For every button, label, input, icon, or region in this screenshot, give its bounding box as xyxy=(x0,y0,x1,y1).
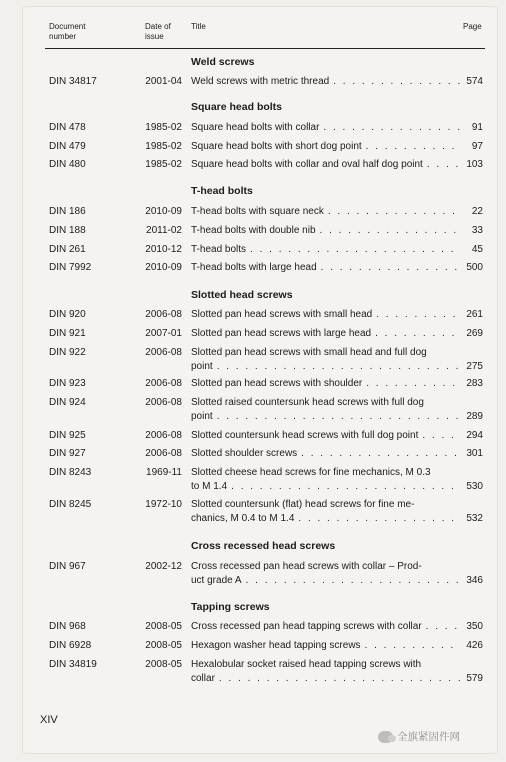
entry-title xyxy=(191,498,461,526)
entry-title-continuation: to M 1.4 xyxy=(191,481,228,492)
entry-title-text: Slotted raised countersunk head screws with full dog xyxy=(191,397,424,408)
issue-date: 2006-08 xyxy=(145,309,182,320)
document-number: DIN 478 xyxy=(49,122,86,133)
issue-date: 2010-12 xyxy=(145,244,182,255)
page-reference: 532 xyxy=(466,513,483,524)
issue-date: 2008-05 xyxy=(145,640,182,651)
entry-title xyxy=(191,429,461,443)
entry-title-text: T-head bolts with large head xyxy=(191,262,317,273)
document-number: DIN 920 xyxy=(49,309,86,320)
page-reference: 103 xyxy=(466,159,483,170)
entry-title-continuation: collar xyxy=(191,673,215,684)
leader-dots xyxy=(320,224,461,238)
entry-title xyxy=(191,639,461,653)
entry-title xyxy=(191,346,461,374)
issue-date: 1985-02 xyxy=(145,141,182,152)
page-reference: 289 xyxy=(466,411,483,422)
entry-title xyxy=(191,560,461,588)
entry-title xyxy=(191,396,461,424)
watermark-text: 全旗紧固件网 xyxy=(397,731,460,743)
entry-title-text: Slotted pan head screws with shoulder xyxy=(191,378,363,389)
issue-date: 2006-08 xyxy=(145,347,182,358)
entry-title-text: Slotted cheese head screws for fine mechanics, M 0.3 xyxy=(191,467,431,478)
leader-dots xyxy=(321,261,461,275)
entry-title xyxy=(191,261,461,275)
page-reference: 530 xyxy=(466,481,483,492)
entry-title xyxy=(191,447,461,461)
page-reference: 301 xyxy=(466,448,483,459)
entry-title-text: Slotted shoulder screws xyxy=(191,448,298,459)
document-number: DIN 6928 xyxy=(49,640,92,651)
section-heading: Weld screws xyxy=(191,56,255,68)
entry-title-text: Hexalobular socket raised head tapping screws with xyxy=(191,659,422,670)
entry-title-text: T-head bolts xyxy=(191,244,247,255)
entry-title-continuation: point xyxy=(191,411,213,422)
wechat-icon xyxy=(378,731,393,743)
issue-date: 1985-02 xyxy=(145,122,182,133)
document-number: DIN 479 xyxy=(49,141,86,152)
entry-title xyxy=(191,658,461,686)
document-number: DIN 921 xyxy=(49,328,86,339)
header-rule xyxy=(45,48,485,49)
page-reference: 97 xyxy=(471,141,483,152)
header-page: Page xyxy=(463,22,482,31)
entry-title xyxy=(191,377,461,391)
leader-dots xyxy=(301,447,461,461)
document-number: DIN 967 xyxy=(49,561,86,572)
document-number: DIN 261 xyxy=(49,244,86,255)
leader-dots xyxy=(328,205,461,219)
entry-title-text: T-head bolts with square neck xyxy=(191,206,324,217)
leader-dots xyxy=(333,75,461,89)
issue-date: 1972-10 xyxy=(145,499,182,510)
entry-title xyxy=(191,158,461,172)
section-heading: Slotted head screws xyxy=(191,289,293,301)
leader-dots xyxy=(375,327,461,341)
page-reference: 91 xyxy=(471,122,483,133)
leader-dots xyxy=(250,243,461,257)
entry-title-text: T-head bolts with double nib xyxy=(191,225,316,236)
entry-title-text: Square head bolts with collar xyxy=(191,122,320,133)
leader-dots xyxy=(219,672,461,686)
document-number: DIN 8243 xyxy=(49,467,92,478)
entry-title-text: Weld screws with metric thread xyxy=(191,76,330,87)
document-number: DIN 922 xyxy=(49,347,86,358)
issue-date: 2006-08 xyxy=(145,430,182,441)
page-reference: 275 xyxy=(466,361,483,372)
entry-title-text: Slotted pan head screws with small head xyxy=(191,309,373,320)
entry-title-text: Slotted countersunk head screws with full dog point xyxy=(191,430,419,441)
issue-date: 1969-11 xyxy=(146,467,182,478)
page-reference: 350 xyxy=(466,621,483,632)
page-reference: 346 xyxy=(466,575,483,586)
section-heading: Cross recessed head screws xyxy=(191,540,336,552)
leader-dots xyxy=(298,512,461,526)
issue-date: 2007-01 xyxy=(145,328,182,339)
issue-date: 2002-12 xyxy=(145,561,182,572)
entry-title-text: Cross recessed pan head tapping screws with collar xyxy=(191,621,422,632)
document-number: DIN 7992 xyxy=(49,262,92,273)
page-reference: 574 xyxy=(466,76,483,87)
entry-title xyxy=(191,75,461,89)
entry-title-text: Slotted pan head screws with small head and full dog xyxy=(191,347,427,358)
entry-title xyxy=(191,140,461,154)
leader-dots xyxy=(217,410,461,424)
page-reference: 261 xyxy=(466,309,483,320)
entry-title-text: Square head bolts with collar and oval half dog point xyxy=(191,159,423,170)
issue-date: 2006-08 xyxy=(145,378,182,389)
header-title: Title xyxy=(191,22,206,31)
section-heading: T-head bolts xyxy=(191,185,253,197)
header-date-of-issue: Date of issue xyxy=(145,22,171,41)
header-document-number: Document number xyxy=(49,22,86,41)
leader-dots xyxy=(365,639,461,653)
document-number: DIN 188 xyxy=(49,225,86,236)
issue-date: 2008-05 xyxy=(145,659,182,670)
document-number: DIN 480 xyxy=(49,159,86,170)
page-reference: 294 xyxy=(466,430,483,441)
issue-date: 2010-09 xyxy=(145,206,182,217)
leader-dots xyxy=(376,308,461,322)
document-number: DIN 34819 xyxy=(49,659,97,670)
page-reference: 426 xyxy=(466,640,483,651)
entry-title-text: Square head bolts with short dog point xyxy=(191,141,362,152)
watermark xyxy=(378,729,460,744)
issue-date: 2011-02 xyxy=(146,225,182,236)
page-reference: 22 xyxy=(471,206,483,217)
entry-title xyxy=(191,224,461,238)
document-number: DIN 8245 xyxy=(49,499,92,510)
entry-title xyxy=(191,205,461,219)
entry-title-text: Slotted pan head screws with large head xyxy=(191,328,372,339)
page-reference: 269 xyxy=(466,328,483,339)
document-number: DIN 924 xyxy=(49,397,86,408)
entry-title-text: Slotted countersunk (flat) head screws for fine me- xyxy=(191,499,415,510)
issue-date: 2008-05 xyxy=(145,621,182,632)
section-heading: Tapping screws xyxy=(191,601,270,613)
page-reference: 33 xyxy=(471,225,483,236)
issue-date: 2001-04 xyxy=(145,76,182,87)
issue-date: 2006-08 xyxy=(145,448,182,459)
document-number: DIN 186 xyxy=(49,206,86,217)
entry-title-continuation: uct grade A xyxy=(191,575,242,586)
issue-date: 1985-02 xyxy=(145,159,182,170)
leader-dots xyxy=(246,574,461,588)
leader-dots xyxy=(366,140,461,154)
section-heading: Square head bolts xyxy=(191,101,283,113)
page-reference: 500 xyxy=(466,262,483,273)
document-number: DIN 34817 xyxy=(49,76,97,87)
entry-title xyxy=(191,327,461,341)
entry-title xyxy=(191,121,461,135)
document-number: DIN 968 xyxy=(49,621,86,632)
entry-title xyxy=(191,466,461,494)
document-number: DIN 927 xyxy=(49,448,86,459)
page-reference: 45 xyxy=(471,244,483,255)
leader-dots xyxy=(231,480,461,494)
page-number: XIV xyxy=(40,714,58,726)
page-reference: 283 xyxy=(466,378,483,389)
leader-dots xyxy=(323,121,461,135)
page-reference: 579 xyxy=(466,673,483,684)
entry-title xyxy=(191,620,461,634)
leader-dots xyxy=(217,360,461,374)
issue-date: 2006-08 xyxy=(145,397,182,408)
document-number: DIN 923 xyxy=(49,378,86,389)
entry-title-continuation: chanics, M 0.4 to M 1.4 xyxy=(191,513,295,524)
document-number: DIN 925 xyxy=(49,430,86,441)
entry-title xyxy=(191,308,461,322)
leader-dots xyxy=(366,377,461,391)
issue-date: 2010-09 xyxy=(145,262,182,273)
entry-title-continuation: point xyxy=(191,361,213,372)
entry-title-text: Hexagon washer head tapping screws xyxy=(191,640,361,651)
entry-title xyxy=(191,243,461,257)
entry-title-text: Cross recessed pan head screws with collar – Prod- xyxy=(191,561,422,572)
